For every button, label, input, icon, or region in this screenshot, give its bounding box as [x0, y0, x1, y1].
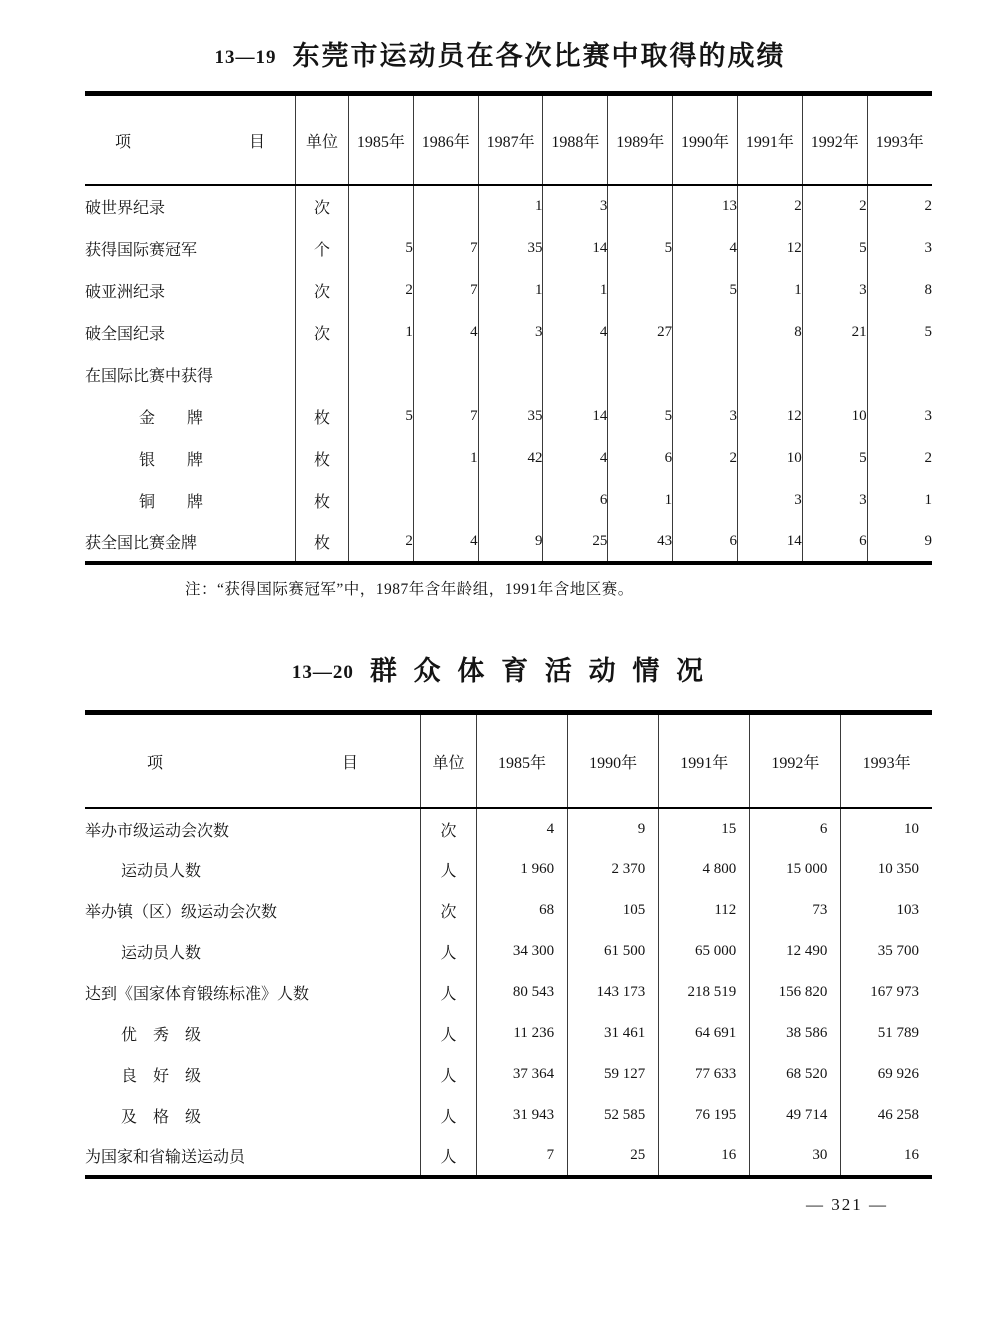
- cell-value: 112: [659, 890, 750, 931]
- cell-value: 1: [478, 185, 543, 227]
- row-label: 运动员人数: [121, 863, 202, 880]
- cell-value: 59 127: [568, 1054, 659, 1095]
- table1-title: [0, 0, 1000, 73]
- cell-value: 8: [737, 311, 802, 353]
- cell-value: 11 236: [477, 1013, 568, 1054]
- cell-value: [802, 353, 867, 395]
- cell-value: 5: [673, 269, 738, 311]
- row-label: 破世界纪录: [85, 200, 166, 217]
- year-header: 1990年: [568, 713, 659, 809]
- table-row: [85, 269, 932, 311]
- year-header: 1992年: [750, 713, 841, 809]
- cell-value: 76 195: [659, 1095, 750, 1136]
- cell-value: 14: [737, 521, 802, 563]
- table1-code: 13—19: [214, 47, 277, 68]
- cell-value: 10: [802, 395, 867, 437]
- table1-title-text: 东莞市运动员在各次比赛中取得的成绩: [292, 41, 786, 71]
- row-label: 破亚洲纪录: [85, 283, 166, 301]
- table-row: [85, 521, 932, 563]
- year-header: 1992年: [802, 94, 867, 186]
- cell-value: 21: [802, 311, 867, 353]
- row-label: 为国家和省输送运动员: [85, 1149, 246, 1166]
- cell-value: 4: [413, 311, 478, 353]
- year-header: 1987年: [478, 94, 543, 186]
- cell-value: 2 370: [568, 849, 659, 890]
- cell-value: 35 700: [841, 931, 932, 972]
- cell-value: 42: [478, 437, 543, 479]
- cell-value: 31 461: [568, 1013, 659, 1054]
- cell-value: [867, 353, 932, 395]
- cell-value: 156 820: [750, 972, 841, 1013]
- row-unit: 枚: [296, 395, 349, 437]
- cell-value: 5: [608, 227, 673, 269]
- row-label: 获全国比赛金牌: [85, 534, 198, 552]
- item-header-right: 目: [248, 133, 265, 151]
- row-label: 在国际比赛中获得: [85, 367, 214, 385]
- item-header-left: 项: [115, 133, 132, 151]
- cell-value: 5: [802, 437, 867, 479]
- cell-value: 3: [802, 269, 867, 311]
- table-row: [85, 479, 932, 521]
- table-row: [85, 437, 932, 479]
- cell-value: 25: [543, 521, 608, 563]
- cell-value: 68 520: [750, 1054, 841, 1095]
- row-label: 良 好 级: [121, 1068, 202, 1085]
- cell-value: 52 585: [568, 1095, 659, 1136]
- year-header: 1991年: [737, 94, 802, 186]
- table-13-19: [85, 91, 932, 565]
- cell-value: 167 973: [841, 972, 932, 1013]
- cell-value: [349, 479, 414, 521]
- cell-value: 4: [413, 521, 478, 563]
- row-unit: 枚: [296, 479, 349, 521]
- cell-value: 4: [477, 808, 568, 849]
- cell-value: 51 789: [841, 1013, 932, 1054]
- row-label: 破全国纪录: [85, 325, 166, 343]
- table-row: [85, 931, 932, 972]
- column-header-unit: 单位: [421, 713, 477, 809]
- cell-value: 3: [802, 479, 867, 521]
- cell-value: [413, 353, 478, 395]
- table2-title-text: 群 众 体 育 活 动 情 况: [369, 656, 709, 686]
- table2-title: [0, 649, 1000, 688]
- cell-value: 38 586: [750, 1013, 841, 1054]
- cell-value: 14: [543, 395, 608, 437]
- table-row: [85, 972, 932, 1013]
- table-row: [85, 1136, 932, 1177]
- row-label: 及 格 级: [121, 1109, 202, 1126]
- cell-value: 37 364: [477, 1054, 568, 1095]
- cell-value: 3: [737, 479, 802, 521]
- cell-value: 65 000: [659, 931, 750, 972]
- cell-value: 5: [349, 395, 414, 437]
- cell-value: 6: [543, 479, 608, 521]
- item-header-left: 项: [147, 754, 164, 772]
- cell-value: [608, 185, 673, 227]
- cell-value: 3: [867, 395, 932, 437]
- cell-value: 1 960: [477, 849, 568, 890]
- cell-value: 218 519: [659, 972, 750, 1013]
- table-row: [85, 1054, 932, 1095]
- cell-value: 9: [478, 521, 543, 563]
- cell-value: 31 943: [477, 1095, 568, 1136]
- table1-body: [85, 185, 932, 563]
- cell-value: 10: [737, 437, 802, 479]
- cell-value: 30: [750, 1136, 841, 1177]
- cell-value: 1: [737, 269, 802, 311]
- cell-value: [413, 479, 478, 521]
- cell-value: 103: [841, 890, 932, 931]
- table-row: [85, 1095, 932, 1136]
- cell-value: 5: [867, 311, 932, 353]
- row-unit: 人: [421, 972, 477, 1013]
- cell-value: 7: [413, 395, 478, 437]
- cell-value: [608, 353, 673, 395]
- cell-value: 1: [543, 269, 608, 311]
- year-header: 1986年: [413, 94, 478, 186]
- cell-value: 35: [478, 395, 543, 437]
- cell-value: 7: [413, 269, 478, 311]
- table-row: [85, 227, 932, 269]
- cell-value: [673, 311, 738, 353]
- row-label: 铜 牌: [139, 493, 204, 511]
- cell-value: 2: [673, 437, 738, 479]
- table-13-20-wrap: [85, 710, 932, 1179]
- table2-code: 13—20: [291, 662, 354, 683]
- column-header-unit: 单位: [296, 94, 349, 186]
- cell-value: 6: [750, 808, 841, 849]
- cell-value: 1: [413, 437, 478, 479]
- table2-body: [85, 808, 932, 1177]
- cell-value: 1: [478, 269, 543, 311]
- cell-value: 3: [673, 395, 738, 437]
- cell-value: 15 000: [750, 849, 841, 890]
- cell-value: 34 300: [477, 931, 568, 972]
- cell-value: 1: [608, 479, 673, 521]
- cell-value: [543, 353, 608, 395]
- cell-value: 2: [867, 437, 932, 479]
- cell-value: 16: [659, 1136, 750, 1177]
- cell-value: 10: [841, 808, 932, 849]
- row-label: 金 牌: [139, 409, 204, 427]
- row-unit: 人: [421, 1095, 477, 1136]
- year-header: 1985年: [477, 713, 568, 809]
- year-header: 1985年: [349, 94, 414, 186]
- cell-value: 68: [477, 890, 568, 931]
- cell-value: 49 714: [750, 1095, 841, 1136]
- table2-header-row: [85, 713, 932, 809]
- row-label: 运动员人数: [121, 945, 202, 962]
- year-header: 1993年: [841, 713, 932, 809]
- cell-value: 3: [478, 311, 543, 353]
- cell-value: 6: [802, 521, 867, 563]
- table1-footnote: 注：“获得国际赛冠军”中，1987年含年龄组，1991年含地区赛。: [185, 581, 634, 598]
- cell-value: 6: [673, 521, 738, 563]
- cell-value: 5: [608, 395, 673, 437]
- cell-value: 61 500: [568, 931, 659, 972]
- cell-value: 46 258: [841, 1095, 932, 1136]
- cell-value: [737, 353, 802, 395]
- row-unit: 人: [421, 1054, 477, 1095]
- cell-value: 3: [867, 227, 932, 269]
- cell-value: 12: [737, 227, 802, 269]
- cell-value: 2: [349, 269, 414, 311]
- cell-value: [673, 479, 738, 521]
- cell-value: 35: [478, 227, 543, 269]
- table-row: [85, 1013, 932, 1054]
- cell-value: 43: [608, 521, 673, 563]
- year-header: 1989年: [608, 94, 673, 186]
- cell-value: [349, 353, 414, 395]
- row-unit: 个: [296, 227, 349, 269]
- cell-value: 4: [543, 311, 608, 353]
- row-unit: 人: [421, 849, 477, 890]
- cell-value: 12: [737, 395, 802, 437]
- year-header: 1988年: [543, 94, 608, 186]
- table-row: [85, 808, 932, 849]
- cell-value: 3: [543, 185, 608, 227]
- cell-value: 5: [349, 227, 414, 269]
- cell-value: [608, 269, 673, 311]
- cell-value: [673, 353, 738, 395]
- cell-value: 8: [867, 269, 932, 311]
- cell-value: 64 691: [659, 1013, 750, 1054]
- cell-value: 4 800: [659, 849, 750, 890]
- row-unit: 人: [421, 1013, 477, 1054]
- cell-value: 12 490: [750, 931, 841, 972]
- table-row: [85, 890, 932, 931]
- cell-value: 2: [349, 521, 414, 563]
- row-unit: 人: [421, 931, 477, 972]
- row-unit: 次: [296, 311, 349, 353]
- cell-value: 2: [737, 185, 802, 227]
- cell-value: 4: [543, 437, 608, 479]
- cell-value: 5: [802, 227, 867, 269]
- year-header: 1990年: [673, 94, 738, 186]
- table-row: [85, 311, 932, 353]
- cell-value: 7: [477, 1136, 568, 1177]
- cell-value: 73: [750, 890, 841, 931]
- cell-value: 143 173: [568, 972, 659, 1013]
- year-header: 1991年: [659, 713, 750, 809]
- cell-value: 13: [673, 185, 738, 227]
- cell-value: 16: [841, 1136, 932, 1177]
- year-header: 1993年: [867, 94, 932, 186]
- cell-value: [349, 437, 414, 479]
- cell-value: 105: [568, 890, 659, 931]
- cell-value: 25: [568, 1136, 659, 1177]
- column-header-item: [85, 94, 296, 186]
- table1-header-row: [85, 94, 932, 186]
- row-label: 优 秀 级: [121, 1027, 202, 1044]
- table-row: [85, 849, 932, 890]
- cell-value: 27: [608, 311, 673, 353]
- cell-value: [413, 185, 478, 227]
- cell-value: 77 633: [659, 1054, 750, 1095]
- cell-value: [478, 479, 543, 521]
- cell-value: 10 350: [841, 849, 932, 890]
- row-unit: 枚: [296, 437, 349, 479]
- row-unit: 次: [296, 269, 349, 311]
- row-label: 举办镇（区）级运动会次数: [85, 904, 278, 921]
- page-number: — 321 —: [806, 1195, 888, 1214]
- item-header-right: 目: [341, 754, 358, 772]
- cell-value: 7: [413, 227, 478, 269]
- row-unit: 次: [296, 185, 349, 227]
- cell-value: 9: [568, 808, 659, 849]
- row-unit: [296, 353, 349, 395]
- row-unit: 枚: [296, 521, 349, 563]
- cell-value: 2: [867, 185, 932, 227]
- row-unit: 次: [421, 890, 477, 931]
- cell-value: 14: [543, 227, 608, 269]
- cell-value: [349, 185, 414, 227]
- cell-value: 9: [867, 521, 932, 563]
- cell-value: 15: [659, 808, 750, 849]
- cell-value: 69 926: [841, 1054, 932, 1095]
- table-row: [85, 353, 932, 395]
- row-label: 银 牌: [139, 451, 204, 469]
- row-unit: 次: [421, 808, 477, 849]
- table-row: [85, 395, 932, 437]
- row-label: 达到《国家体育锻练标准》人数: [85, 986, 310, 1003]
- cell-value: 80 543: [477, 972, 568, 1013]
- cell-value: 2: [802, 185, 867, 227]
- cell-value: 4: [673, 227, 738, 269]
- table-row: [85, 185, 932, 227]
- row-unit: 人: [421, 1136, 477, 1177]
- column-header-item: [85, 713, 421, 809]
- row-label: 获得国际赛冠军: [85, 241, 198, 259]
- cell-value: [478, 353, 543, 395]
- row-label: 举办市级运动会次数: [85, 822, 230, 840]
- table-13-20: [85, 710, 932, 1179]
- cell-value: 1: [867, 479, 932, 521]
- table-13-19-wrap: [85, 91, 932, 599]
- cell-value: 1: [349, 311, 414, 353]
- cell-value: 6: [608, 437, 673, 479]
